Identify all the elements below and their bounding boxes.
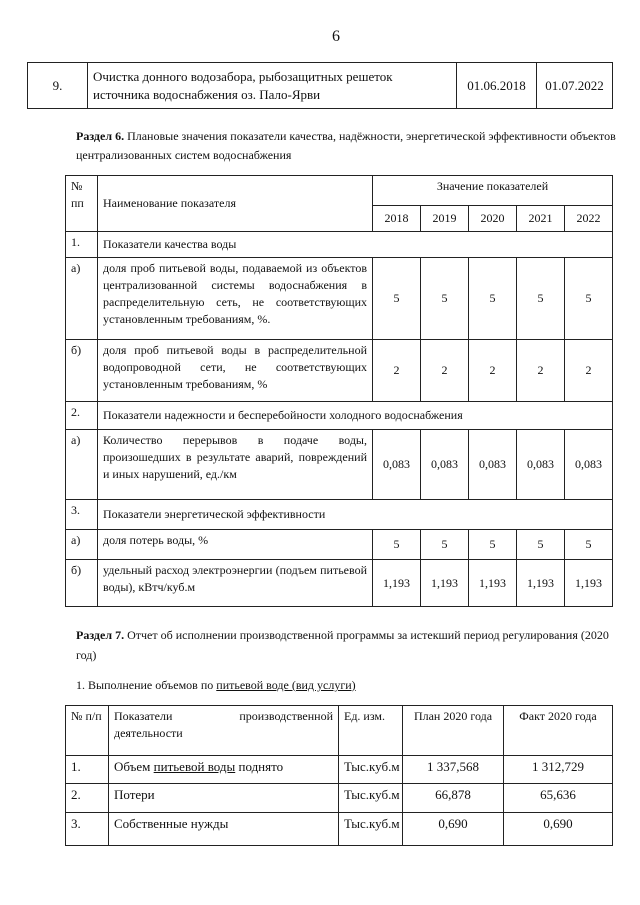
indicator-value: 5 [469, 258, 517, 340]
fact-value: 1 312,729 [504, 756, 613, 784]
row-number: 1. [66, 232, 98, 258]
page-number: 6 [332, 28, 340, 45]
row-number: а) [66, 258, 98, 340]
indicators-table [65, 175, 613, 607]
indicator-value: 2 [469, 340, 517, 402]
indicator-value: 5 [421, 530, 469, 560]
row-number: 3. [66, 813, 109, 846]
section7-heading [76, 625, 616, 665]
name-text: Собственные нужды [114, 816, 229, 831]
header-year: 2019 [421, 206, 469, 232]
indicator-name: доля проб питьевой воды в распределительной водопроводной сети, не соответствующих установленным требованиям, % [98, 340, 373, 402]
indicator-value: 1,193 [421, 560, 469, 607]
section6-title: Плановые значения показатели качества, надёжности, энергетической эффективности объектов централизованных систем водоснабжения [76, 129, 616, 162]
plan-value: 1 337,568 [403, 756, 504, 784]
table-row [66, 530, 613, 560]
subheading-underlined: питьевой воде (вид услуги) [216, 678, 356, 692]
unit: Тыс.куб.м [339, 813, 403, 846]
header-name: Показатели производственной деятельности [109, 706, 339, 756]
indicator-value: 5 [373, 530, 421, 560]
table-row [66, 784, 613, 813]
indicator-name [109, 813, 339, 846]
name-text: Потери [114, 787, 155, 802]
row-number: 1. [66, 756, 109, 784]
indicator-value: 5 [421, 258, 469, 340]
header-year: 2022 [565, 206, 613, 232]
header-num: № п/п [66, 706, 109, 756]
section7-subheading [76, 678, 356, 693]
indicator-name: Количество перерывов в подаче воды, произошедших в результате аварий, повреждений и иных нарушений, ед./км [98, 430, 373, 500]
header-name: Наименование показателя [98, 176, 373, 232]
group-name: Показатели надежности и бесперебойности холодного водоснабжения [98, 402, 613, 430]
work-name: Очистка донного водозабора, рыбозащитных решеток источника водоснабжения оз. Пало-Ярви [88, 63, 457, 109]
header-year: 2020 [469, 206, 517, 232]
header-unit: Ед. изм. [339, 706, 403, 756]
name-text: Объем [114, 759, 154, 774]
unit: Тыс.куб.м [339, 756, 403, 784]
group-name: Показатели качества воды [98, 232, 613, 258]
fact-value: 0,690 [504, 813, 613, 846]
table-row [66, 813, 613, 846]
indicator-value: 1,193 [373, 560, 421, 607]
header-year: 2018 [373, 206, 421, 232]
indicator-value: 5 [565, 258, 613, 340]
table-row [66, 756, 613, 784]
row-number: а) [66, 430, 98, 500]
table-row [28, 63, 613, 109]
table-row [66, 430, 613, 500]
section6-label: Раздел 6. [76, 129, 125, 143]
section7-title: Отчет об исполнении производственной программы за истекший период регулирования (2020 год) [76, 628, 609, 662]
name-text: поднято [235, 759, 284, 774]
indicator-name: доля потерь воды, % [98, 530, 373, 560]
header-fact: Факт 2020 года [504, 706, 613, 756]
table-row [66, 340, 613, 402]
indicator-value: 0,083 [373, 430, 421, 500]
indicator-value: 0,083 [517, 430, 565, 500]
fact-value: 65,636 [504, 784, 613, 813]
row-number: 2. [66, 402, 98, 430]
indicator-name: удельный расход электроэнергии (подъем питьевой воды), кВтч/куб.м [98, 560, 373, 607]
subheading-text: 1. Выполнение объемов по [76, 678, 217, 692]
indicator-value: 1,193 [517, 560, 565, 607]
row-number: 9. [28, 63, 88, 109]
indicator-value: 2 [373, 340, 421, 402]
works-table [27, 62, 613, 109]
indicator-name: доля проб питьевой воды, подаваемой из объектов централизованной системы водоснабжения в распределительную сеть, не соответствующих установленным требованиям, %. [98, 258, 373, 340]
indicator-value: 1,193 [565, 560, 613, 607]
volumes-table [65, 705, 613, 846]
group-row [66, 232, 613, 258]
indicator-name [109, 784, 339, 813]
row-number: б) [66, 340, 98, 402]
row-number: 3. [66, 500, 98, 530]
indicator-value: 0,083 [469, 430, 517, 500]
section6-heading [76, 127, 616, 165]
indicator-value: 5 [565, 530, 613, 560]
unit: Тыс.куб.м [339, 784, 403, 813]
start-date: 01.06.2018 [457, 63, 537, 109]
header-plan: План 2020 года [403, 706, 504, 756]
indicator-value: 5 [517, 530, 565, 560]
indicator-name [109, 756, 339, 784]
plan-value: 66,878 [403, 784, 504, 813]
row-number: б) [66, 560, 98, 607]
header-num: № пп [66, 176, 98, 232]
indicator-value: 2 [565, 340, 613, 402]
header-year: 2021 [517, 206, 565, 232]
indicator-value: 0,083 [421, 430, 469, 500]
plan-value: 0,690 [403, 813, 504, 846]
header-values: Значение показателей [373, 176, 613, 206]
indicator-value: 5 [517, 258, 565, 340]
indicator-value: 2 [517, 340, 565, 402]
section7-label: Раздел 7. [76, 628, 125, 642]
group-row [66, 500, 613, 530]
name-underlined: питьевой воды [153, 759, 236, 774]
group-name: Показатели энергетической эффективности [98, 500, 613, 530]
row-number: 2. [66, 784, 109, 813]
indicator-value: 0,083 [565, 430, 613, 500]
end-date: 01.07.2022 [537, 63, 613, 109]
group-row [66, 402, 613, 430]
row-number: а) [66, 530, 98, 560]
table-row [66, 258, 613, 340]
indicator-value: 2 [421, 340, 469, 402]
indicator-value: 5 [373, 258, 421, 340]
indicator-value: 5 [469, 530, 517, 560]
indicator-value: 1,193 [469, 560, 517, 607]
table-row [66, 560, 613, 607]
